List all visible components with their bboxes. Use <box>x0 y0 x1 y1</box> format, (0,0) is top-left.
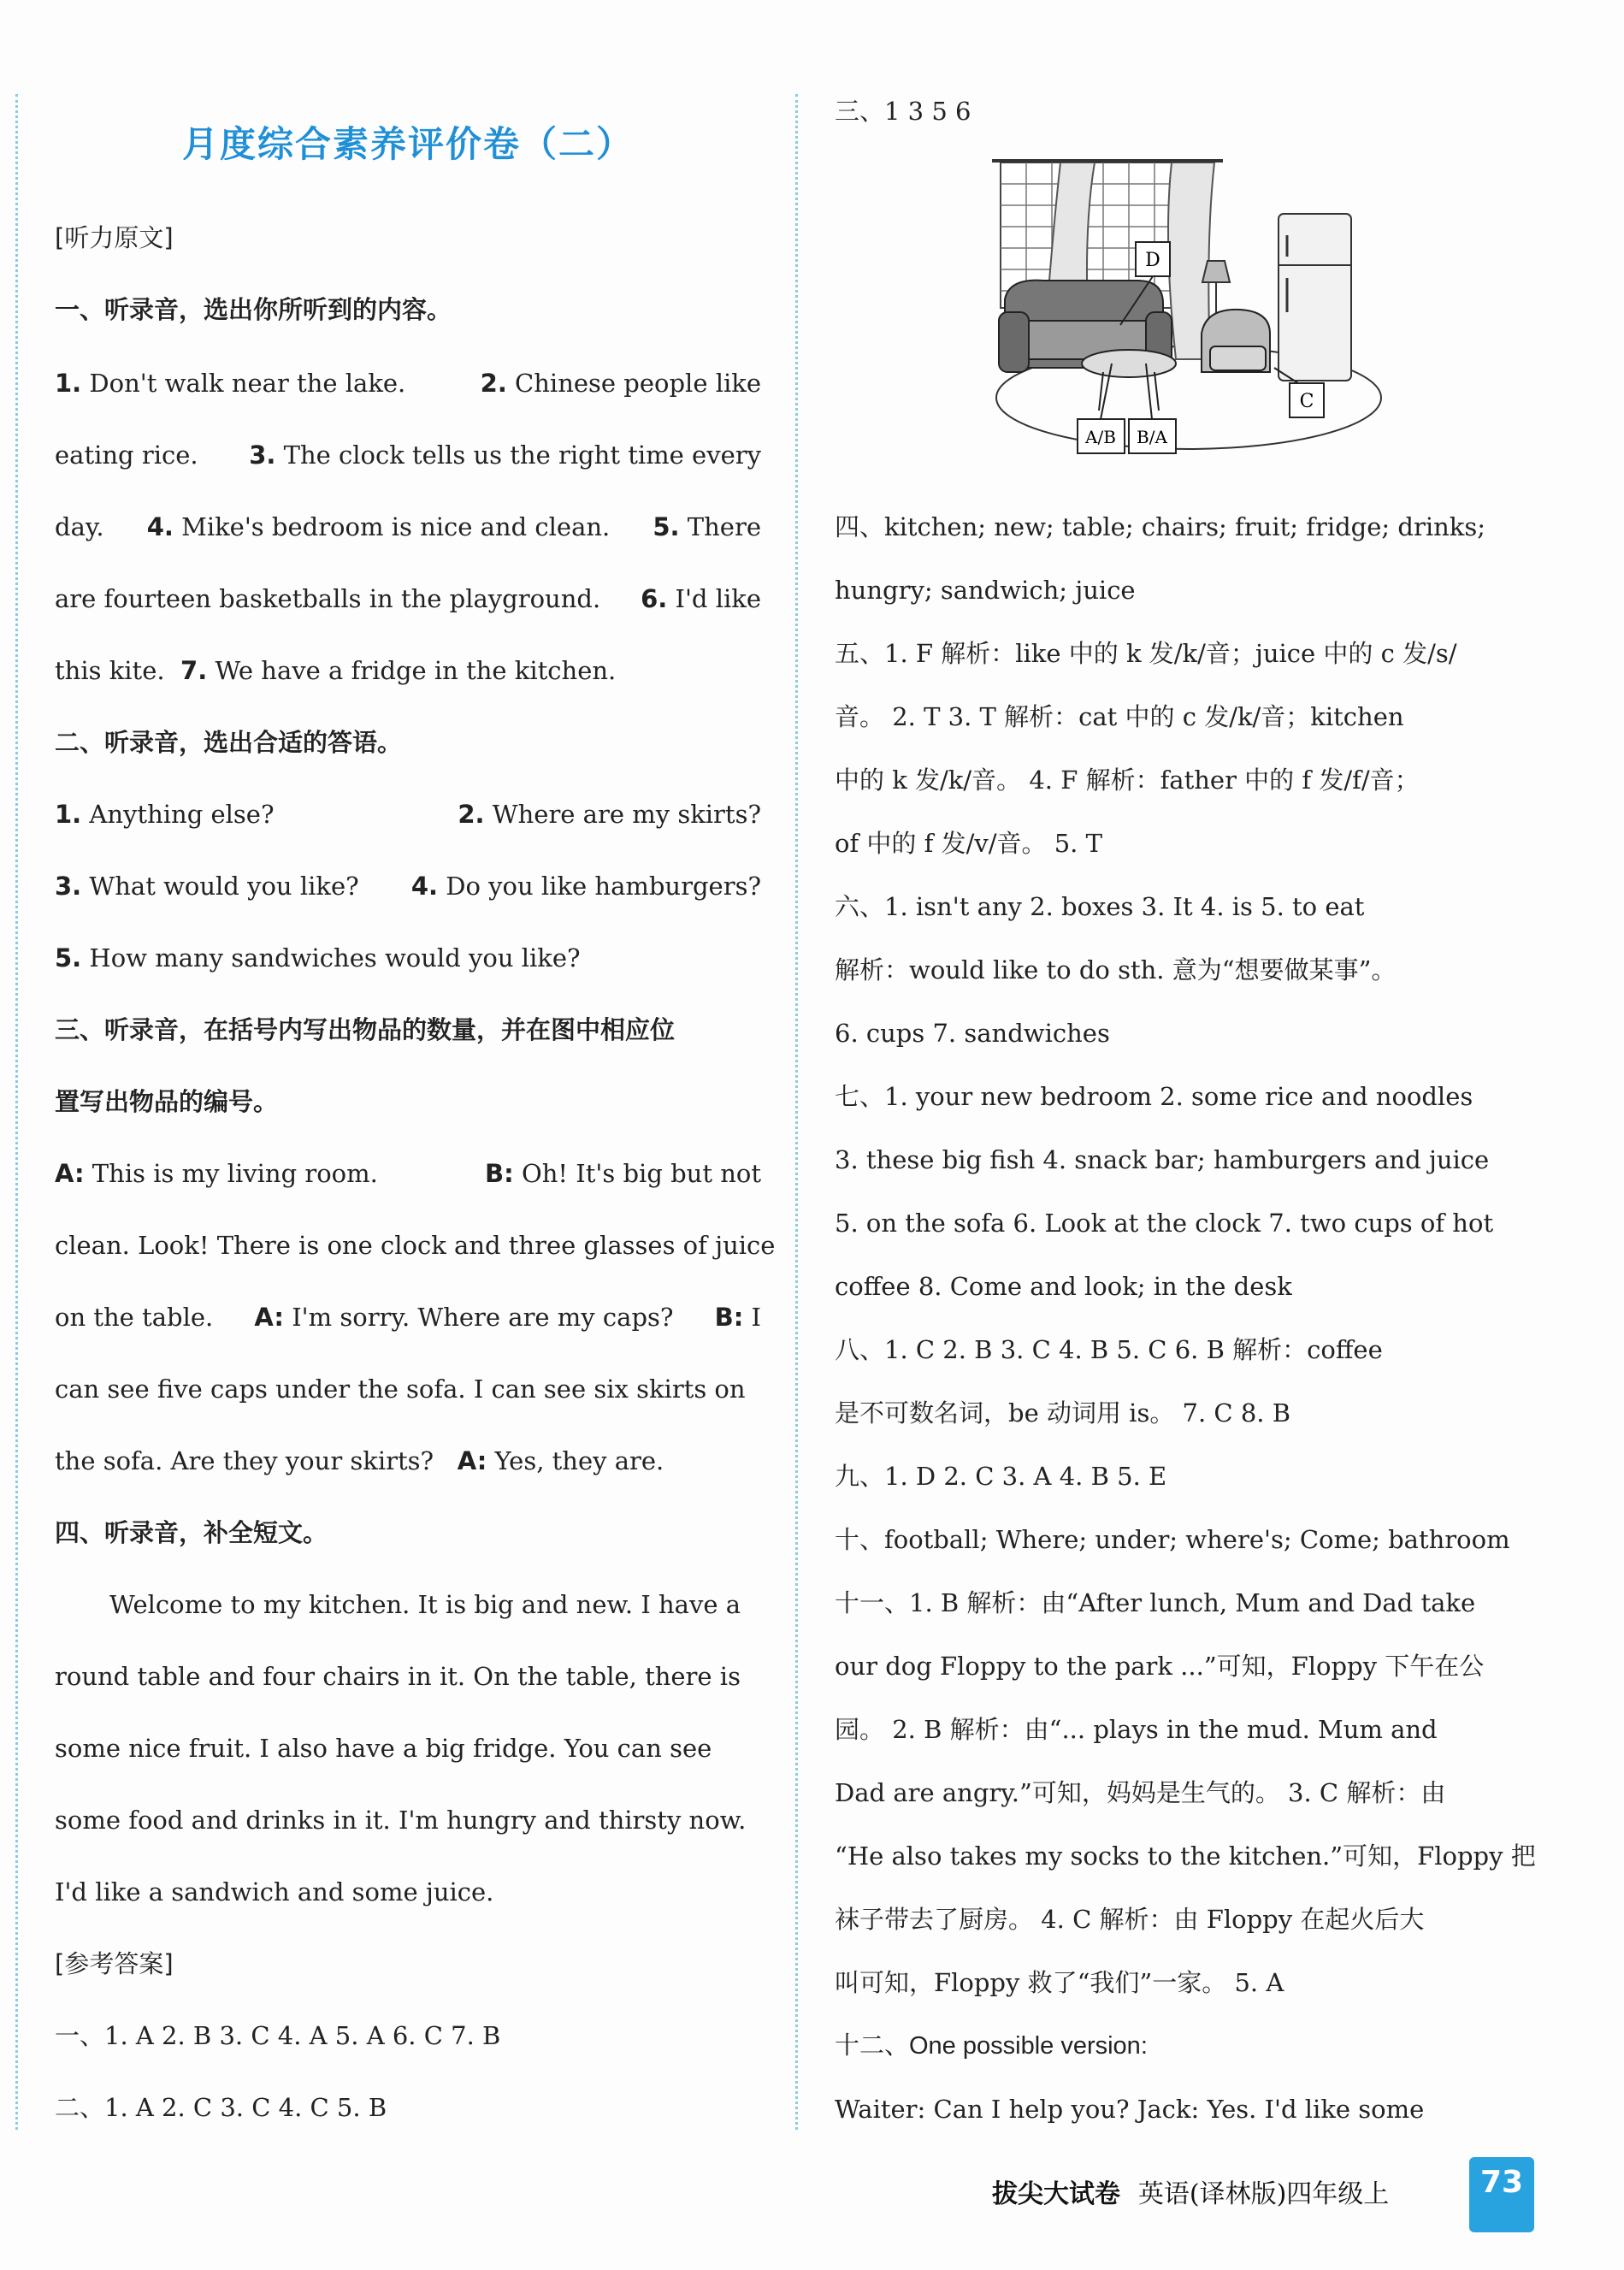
answer-6-line: 六、1. isn't any 2. boxes 3. It 4. is 5. to eat <box>835 892 1365 921</box>
page-footer <box>992 2164 1471 2215</box>
living-room-figure <box>992 154 1385 479</box>
answer-6-line: 6. cups 7. sandwiches <box>835 1019 1110 1048</box>
answer-11-line: 袜子带去了厨房。 4. C 解析：由 Floppy 在起火后大 <box>835 1905 1425 1934</box>
section-3-heading: 三、听录音，在括号内写出物品的数量，并在图中相应位 <box>55 1015 676 1044</box>
s4-line: some food and drinks in it. I'm hungry and thirsty now. <box>55 1806 747 1835</box>
s3-line: on the table. A: I'm sorry. Where are my caps? B: I <box>55 1303 761 1332</box>
left-dotted-margin <box>15 94 18 2130</box>
s3-line: A: This is my living room. B: Oh! It's big but not <box>55 1159 761 1188</box>
s2-line: 3. What would you like? 4. Do you like hamburgers? <box>55 872 761 901</box>
answer-8-line: 是不可数名词，be 动词用 is。 7. C 8. B <box>835 1398 1291 1428</box>
answers-heading: [参考答案] <box>55 1949 174 1978</box>
section-2-heading: 二、听录音，选出合适的答语。 <box>55 728 403 757</box>
answer-8-line: 八、1. C 2. B 3. C 4. B 5. C 6. B 解析：coffee <box>835 1335 1383 1364</box>
s1-line: 1. Don't walk near the lake. 2. Chinese people like <box>55 369 761 398</box>
label-ab: A/B <box>1085 427 1116 447</box>
s1-line: eating rice. 3. The clock tells us the right time every <box>55 440 761 470</box>
answer-9-line: 九、1. D 2. C 3. A 4. B 5. E <box>835 1462 1167 1491</box>
answer-7-line: 5. on the sofa 6. Look at the clock 7. two cups of hot <box>835 1209 1494 1238</box>
footer-subject: 英语(译林版)四年级上 <box>1137 2179 1390 2209</box>
s3-line: the sofa. Are they your skirts? A: Yes, they are. <box>55 1446 664 1475</box>
footer-brand: 拔尖大试卷 <box>992 2179 1120 2209</box>
answer-7-line: 七、1. your new bedroom 2. some rice and noodles <box>835 1082 1473 1111</box>
answer-11-line: 十一、1. B 解析：由“After lunch, Mum and Dad take <box>835 1588 1476 1617</box>
answer-5-line: 中的 k 发/k/音。 4. F 解析：father 中的 f 发/f/音； <box>835 766 1420 795</box>
label-c: C <box>1299 391 1314 412</box>
answer-7-line: coffee 8. Come and look; in the desk <box>835 1272 1292 1301</box>
answer-12-line: 十二、One possible version: <box>835 2032 1148 2060</box>
answer-11-line: Dad are angry.”可知，妈妈是生气的。 3. C 解析：由 <box>835 1778 1446 1807</box>
section-4-heading: 四、听录音，补全短文。 <box>55 1518 328 1547</box>
s1-line: this kite. 7. We have a fridge in the kitchen. <box>55 656 617 685</box>
answer-line-1: 一、1. A 2. B 3. C 4. A 5. A 6. C 7. B <box>55 2021 501 2050</box>
answer-12-line: Waiter: Can I help you? Jack: Yes. I'd like some <box>835 2095 1425 2124</box>
s3-line: clean. Look! There is one clock and three glasses of juice <box>55 1231 776 1260</box>
s1-line: are fourteen basketballs in the playground. 6. I'd like <box>55 584 761 613</box>
answer-6-line: 解析：would like to do sth. 意为“想要做某事”。 <box>835 955 1397 984</box>
section-1-heading: 一、听录音，选出你所听到的内容。 <box>55 295 452 324</box>
answer-5-line: 音。 2. T 3. T 解析：cat 中的 c 发/k/音；kitchen <box>835 702 1404 731</box>
column-divider <box>795 94 798 2130</box>
answer-3: 三、1 3 5 6 <box>835 97 971 126</box>
answer-11-line: 园。 2. B 解析：由“... plays in the mud. Mum and <box>835 1715 1438 1744</box>
s2-line: 1. Anything else? 2. Where are my skirts? <box>55 800 761 829</box>
s4-line: I'd like a sandwich and some juice. <box>55 1877 494 1906</box>
answer-7-line: 3. these big fish 4. snack bar; hamburgers and juice <box>835 1145 1490 1174</box>
section-3-heading-cont: 置写出物品的编号。 <box>55 1087 279 1116</box>
s3-line: can see five caps under the sofa. I can see six skirts on <box>55 1374 746 1404</box>
answer-4-line: 四、kitchen; new; table; chairs; fruit; fridge; drinks; <box>835 512 1485 541</box>
answer-11-line: our dog Floppy to the park ...”可知，Floppy 下午在公 <box>835 1652 1485 1681</box>
answer-5-line: 五、1. F 解析：like 中的 k 发/k/音；juice 中的 c 发/s/ <box>835 639 1457 668</box>
label-ba: B/A <box>1137 427 1167 447</box>
answer-line-2: 二、1. A 2. C 3. C 4. C 5. B <box>55 2093 387 2122</box>
s2-line: 5. How many sandwiches would you like? <box>55 943 581 972</box>
listening-heading: [听力原文] <box>55 223 174 252</box>
answer-5-line: of 中的 f 发/v/音。 5. T <box>835 829 1102 858</box>
answer-4-line: hungry; sandwich; juice <box>835 576 1136 605</box>
s4-line: round table and four chairs in it. On the table, there is <box>55 1662 741 1691</box>
answer-11-line: “He also takes my socks to the kitchen.”可知，Floppy 把 <box>835 1841 1536 1871</box>
answer-11-line: 叫可知，Floppy 救了“我们”一家。 5. A <box>835 1968 1284 1997</box>
page-title: 月度综合素养评价卷（二） <box>181 123 634 165</box>
s4-line: Welcome to my kitchen. It is big and new. I have a <box>109 1590 741 1619</box>
s4-line: some nice fruit. I also have a big fridge. You can see <box>55 1734 712 1763</box>
answer-10-line: 十、football; Where; under; where's; Come; bathroom <box>835 1525 1510 1554</box>
label-d: D <box>1145 250 1160 271</box>
s1-line: day. 4. Mike's bedroom is nice and clean. 5. There <box>55 512 761 541</box>
page-number: 73 <box>1469 2157 1534 2232</box>
